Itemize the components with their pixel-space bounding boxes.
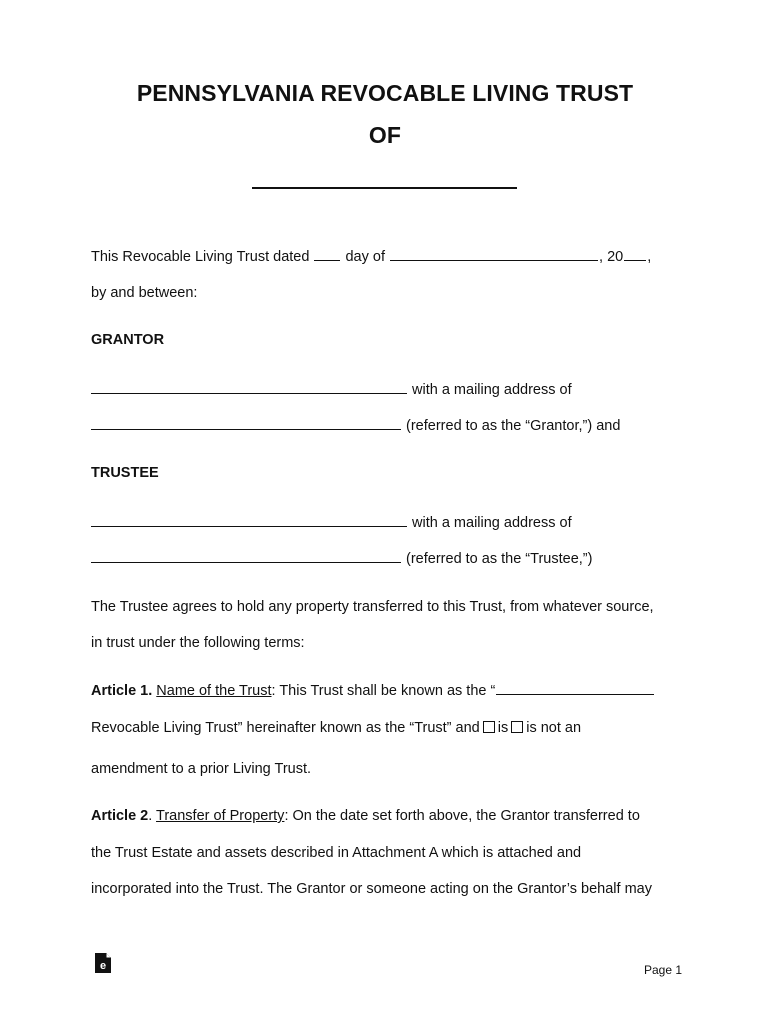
article1-line-2: Revocable Living Trust” hereinafter known as the “Trust” and is is not an <box>91 720 582 736</box>
document-title: PENNSYLVANIA REVOCABLE LIVING TRUST <box>136 80 634 106</box>
is-amendment-checkbox[interactable] <box>483 721 495 733</box>
trustee-address-blank[interactable] <box>91 550 401 563</box>
trust-name-blank[interactable] <box>252 187 517 189</box>
grantor-referred-line: (referred to as the “Grantor,”) and <box>91 417 620 435</box>
page-number: Page 1 <box>644 963 683 977</box>
day-blank[interactable] <box>314 248 340 261</box>
article2-line-1: Article 2. Transfer of Property: On the date set forth above, the Grantor transferred to <box>91 808 640 824</box>
trustee-name-blank[interactable] <box>91 514 407 527</box>
eforms-logo-icon <box>93 952 113 974</box>
trustee-mailing-line: with a mailing address of <box>91 514 572 532</box>
grantor-name-blank[interactable] <box>91 381 407 394</box>
article1-line-1: Article 1. Name of the Trust: This Trust shall be known as the “ <box>91 682 655 700</box>
svg-text:e: e <box>99 960 107 972</box>
document-title-of: OF <box>368 122 402 148</box>
grantor-mailing-line: with a mailing address of <box>91 381 572 399</box>
trustee-referred-line: (referred to as the “Trustee,”) <box>91 550 592 568</box>
year-blank[interactable] <box>624 248 646 261</box>
article2-line-3: incorporated into the Trust. The Grantor or someone acting on the Grantor’s behalf may <box>91 881 652 897</box>
grantor-address-blank[interactable] <box>91 417 401 430</box>
agreement-line-2: in trust under the following terms: <box>91 635 305 651</box>
month-blank[interactable] <box>390 248 598 261</box>
article1-line-3: amendment to a prior Living Trust. <box>91 761 312 777</box>
article1-label: Article 1. <box>91 683 153 699</box>
agreement-line-1: The Trustee agrees to hold any property transferred to this Trust, from whatever source, <box>91 599 654 615</box>
is-not-amendment-checkbox[interactable] <box>511 721 523 733</box>
article2-line-2: the Trust Estate and assets described in Attachment A which is attached and <box>91 845 582 861</box>
trust-name-field[interactable] <box>496 682 654 695</box>
intro-line-2: by and between: <box>91 285 198 301</box>
intro-line: This Revocable Living Trust dated day of , 20 , <box>91 249 652 265</box>
article1-title: Name of the Trust <box>156 683 272 699</box>
article2-label: Article 2 <box>91 808 149 824</box>
grantor-heading: GRANTOR <box>91 332 165 348</box>
trustee-heading: TRUSTEE <box>91 465 159 481</box>
article2-title: Transfer of Property <box>156 808 285 824</box>
